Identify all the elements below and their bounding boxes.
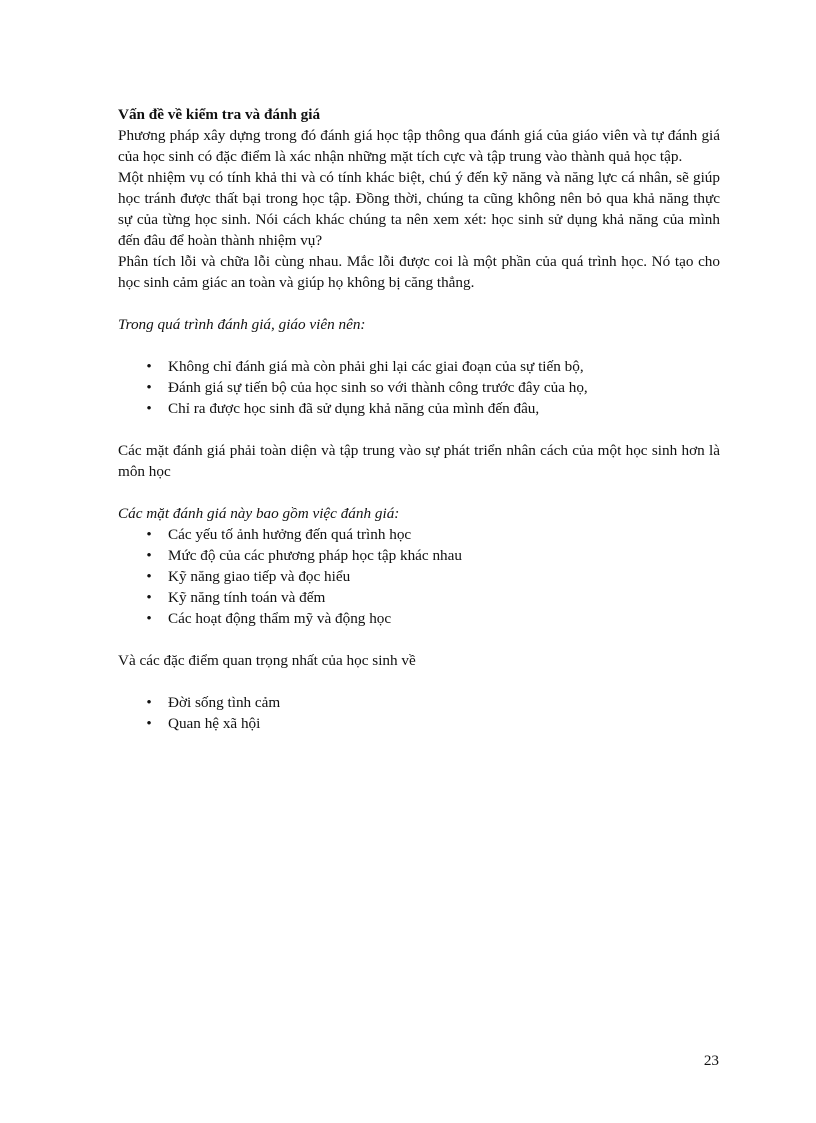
bullet-icon: • — [146, 694, 152, 711]
list-item-text: Kỹ năng giao tiếp và đọc hiểu — [168, 568, 351, 585]
spacer — [118, 419, 720, 440]
bullet-icon: • — [146, 526, 152, 543]
list-item — [118, 524, 720, 545]
features-section-title: Và các đặc điểm quan trọng nhất của học sinh về — [118, 652, 416, 669]
list-item-text: Các yếu tố ảnh hưởng đến quá trình học — [168, 526, 412, 543]
comprehensive-paragraph: Các mặt đánh giá phải toàn diện và tập trung vào sự phát triển nhân cách của một học sinh hơn là môn học — [118, 442, 720, 480]
teacher-section-title: Trong quá trình đánh giá, giáo viên nên: — [118, 316, 366, 333]
aspects-section-title: Các mặt đánh giá này bao gồm việc đánh giá: — [118, 505, 400, 522]
features-list — [118, 692, 720, 734]
bullet-icon: • — [146, 379, 152, 396]
spacer — [118, 629, 720, 650]
page-number: 23 — [703, 1052, 719, 1069]
list-item-text: Quan hệ xã hội — [168, 715, 261, 732]
intro-paragraph-1: Phương pháp xây dựng trong đó đánh giá học tập thông qua đánh giá của giáo viên và tự đánh giá của học sinh có đặc điểm là xác nhận những mặt tích cực và tập trung vào thành quả học tập. — [118, 127, 720, 165]
list-item — [118, 377, 720, 398]
spacer — [118, 293, 720, 314]
spacer — [118, 671, 720, 692]
bullet-icon: • — [146, 400, 152, 417]
list-item — [118, 692, 720, 713]
list-item — [118, 356, 720, 377]
list-item — [118, 545, 720, 566]
bullet-icon: • — [146, 547, 152, 564]
bullet-icon: • — [146, 715, 152, 732]
bullet-icon: • — [146, 589, 152, 606]
intro-paragraph-2: Một nhiệm vụ có tính khả thi và có tính khác biệt, chú ý đến kỹ năng và năng lực cá nhân, sẽ giúp học tránh được thất bại trong học tập. Đồng thời, chúng ta cũng không nên bỏ qua khả năng thực sự của từng học sinh. Nói cách khác chúng ta nên xem xét: học sinh sử dụng khả năng của mình đến đâu để hoàn thành nhiệm vụ? — [118, 169, 720, 249]
list-item — [118, 713, 720, 734]
bullet-icon: • — [146, 358, 152, 375]
list-item-text: Kỹ năng tính toán và đếm — [168, 589, 326, 606]
bullet-icon: • — [146, 568, 152, 585]
list-item-text: Đời sống tình cảm — [168, 694, 281, 711]
intro-paragraph-3: Phân tích lỗi và chữa lỗi cùng nhau. Mắc lỗi được coi là một phần của quá trình học. Nó tạo cho học sinh cảm giác an toàn và giúp họ không bị căng thẳng. — [118, 253, 720, 291]
spacer — [118, 335, 720, 356]
list-item — [118, 566, 720, 587]
list-item-text: Đánh giá sự tiến bộ của học sinh so với thành công trước đây của họ, — [168, 379, 588, 396]
list-item — [118, 608, 720, 629]
list-item — [118, 398, 720, 419]
teacher-list — [118, 356, 720, 419]
list-item-text: Các hoạt động thẩm mỹ và động học — [168, 610, 392, 627]
list-item — [118, 587, 720, 608]
list-item-text: Chỉ ra được học sinh đã sử dụng khả năng của mình đến đâu, — [168, 400, 540, 417]
bullet-icon: • — [146, 610, 152, 627]
list-item-text: Không chỉ đánh giá mà còn phải ghi lại các giai đoạn của sự tiến bộ, — [168, 358, 584, 375]
list-item-text: Mức độ của các phương pháp học tập khác nhau — [168, 547, 462, 564]
aspects-list — [118, 524, 720, 629]
spacer — [118, 482, 720, 503]
document-page — [118, 104, 720, 734]
section-heading: Vấn đề về kiểm tra và đánh giá — [118, 106, 321, 123]
